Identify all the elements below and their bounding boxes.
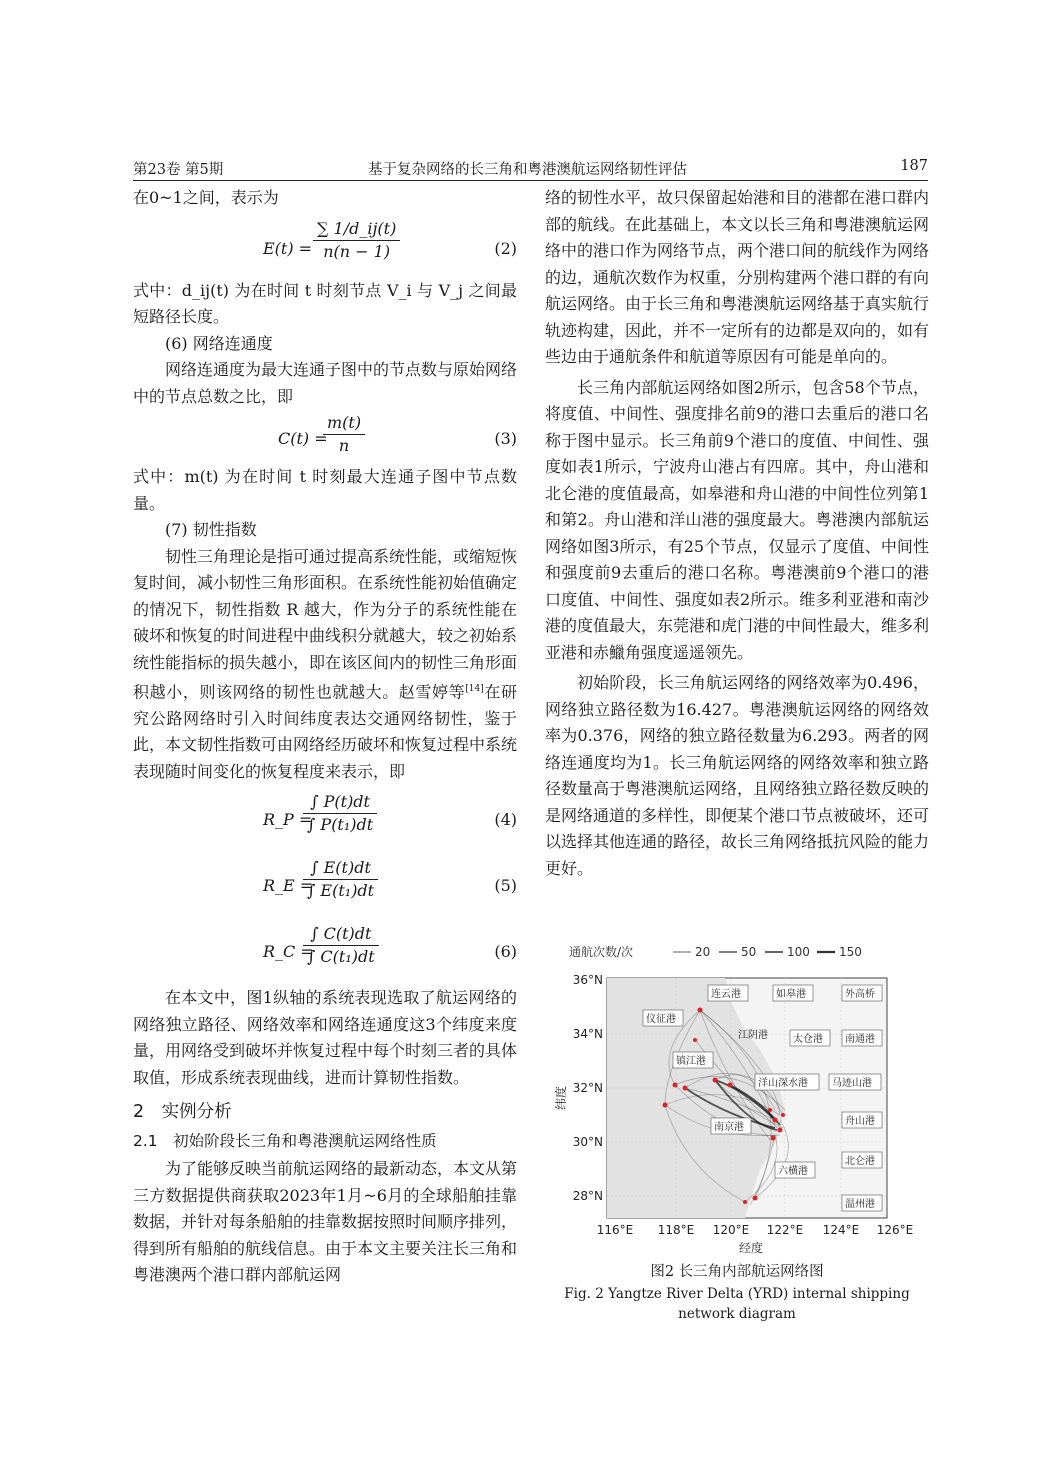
equation-6: R_C = $\frac{\int C(t)dt}{\text{∫ C(t₁)dt}}$ (6) — [263, 924, 517, 967]
paragraph: 韧性三角理论是指可通过提高系统性能，或缩短恢复时间，减小韧性三角形面积。在系统性能初始值确定的情况下，韧性指数 R 越大，作为分子的系统性能在破坏和恢复的时间进程中曲线积分就越大，较之初始系统性能指标的损失越小，即在该区间内的韧性三角形面积越小，则该网络的韧性也就越大。赵雪婷等[14]在研究公路网络时引入时间纬度表达交通网络韧性，鉴于此，本文韧性指数可由网络经历破坏和恢复过程中系统表现随时间变化的恢复程度来表示，即 — [133, 546, 518, 781]
network-map — [545, 940, 929, 1260]
paragraph: 在0~1之间，表示为 — [133, 188, 279, 207]
subsection-heading: 2.1 初始阶段长三角和粤港澳航运网络性质 — [133, 1131, 437, 1150]
x-tick: 120°E — [712, 1223, 750, 1237]
port-label: 马迹山港 — [832, 1078, 872, 1089]
figure-caption-cn: 图2 长三角内部航运网络图 — [650, 1264, 824, 1280]
port-label: 外高桥 — [845, 989, 875, 1000]
y-tick: 36°N — [572, 973, 603, 987]
x-tick: 126°E — [876, 1223, 914, 1237]
paragraph: 在本文中，图1纵轴的系统表现选取了航运网络的网络独立路径、网络效率和网络连通度这3个纬度来度量，用网络受到破坏并恢复过程中每个时刻三者的具体取值，形成系统表现曲线，进而计算韧性指数。 — [133, 988, 518, 1087]
subsection-title: (7) 韧性指数 — [165, 520, 257, 539]
port-label: 洋山深水港 — [758, 1078, 808, 1089]
figure-caption-en-line1: Fig. 2 Yangtze River Delta (YRD) internal shipping — [564, 1286, 910, 1302]
equation-3: C(t) = $\frac{m(t)}{n}$ (3) — [278, 413, 517, 455]
y-tick: 34°N — [572, 1027, 603, 1041]
y-tick: 28°N — [572, 1189, 603, 1203]
port-label: 六横港 — [778, 1166, 808, 1177]
paragraph: 式中：d_ij(t) 为在时间 t 时刻节点 V_i 与 V_j 之间最短路径长度。 — [133, 280, 517, 326]
y-tick-labels — [573, 973, 603, 1203]
legend — [673, 945, 862, 959]
paragraph: 式中：m(t) 为在时间 t 时刻最大连通子图中节点数量。 — [133, 467, 517, 513]
port-label: 如皋港 — [776, 989, 806, 1000]
y-tick: 30°N — [572, 1135, 603, 1149]
paragraph: 长三角内部航运网络如图2所示，包含58个节点，将度值、中间性、强度排名前9的港口去重后的港口名称于图中显示。长三角前9个港口的度值、中间性、强度如表1所示，宁波舟山港占有四席。其中，舟山港和北仑港的度值最高，如皋港和舟山港的中间性位列第1和第2。舟山港和洋山港的强度最大。粤港澳内部航运网络如图3所示，有25个节点，仅显示了度值、中间性和强度前9去重后的港口名称。粤港澳前9个港口的港口度值、中间性、强度如表2所示。维多利亚港和南沙港的度值最大，东莞港和虎门港的中间性最大，维多利亚港和赤鱲角强度遥遥领先。 — [545, 377, 930, 662]
running-header — [133, 158, 928, 181]
port-label: 仪征港 — [646, 1014, 676, 1025]
y-tick: 32°N — [572, 1081, 603, 1095]
paragraph: 络的韧性水平，故只保留起始港和目的港都在港口群内部的航线。在此基础上，本文以长三角和粤港澳航运网络中的港口作为网络节点，两个港口间的航线作为网络的边，通航次数作为权重，分别构建两个港口群的有向航运网络。由于长三角和粤港澳航运网络基于真实航行轨迹构建，因此，并不一定所有的边都是双向的，如有些边由于通航条件和航道等原因有可能是单向的。 — [545, 188, 930, 366]
x-tick-labels — [597, 1223, 914, 1237]
x-tick: 122°E — [766, 1223, 804, 1237]
paragraph: 初始阶段，长三角航运网络的网络效率为0.496，网络独立路径数为16.427。粤港澳航运网络的网络效率为0.376，网络的独立路径数量为6.293。两者的网络连通度均为1。长三角航运网络的网络效率和独立路径数量高于粤港澳航运网络，且网络独立路径数反映的是网络通道的多样性，即便某个港口节点被破坏，还可以选择其他连通的路径，故长三角网络抵抗风险的能力更好。 — [545, 673, 930, 878]
equation-4: R_P = $\frac{\int P(t)dt}{\text{∫ P(t₁)dt}}$ (4) — [263, 792, 517, 835]
paragraph: 为了能够反映当前航运网络的最新动态，本文从第三方数据提供商获取2023年1月~6月的全球船舶挂靠数据，并针对每条船舶的挂靠数据按照时间顺序排列，得到所有船舶的航线信息。由于本文主要关注长三角和粤港澳两个港口群内部航运网 — [133, 1159, 518, 1285]
port-label: 南京港 — [714, 1122, 744, 1133]
port-label: 北仑港 — [845, 1156, 875, 1167]
left-column — [133, 185, 517, 1289]
section-heading: 2 实例分析 — [133, 1102, 232, 1123]
paragraph: 网络连通度为最大连通子图中的节点数与原始网络中的节点总数之比，即 — [133, 360, 518, 406]
header-page-number: 187 — [900, 158, 928, 174]
figure-caption-en-line2: network diagram — [678, 1306, 796, 1322]
legend-title: 通航次数/次 — [569, 945, 634, 959]
subsection-title: (6) 网络连通度 — [165, 333, 273, 353]
port-label: 太仓港 — [793, 1034, 823, 1045]
legend-label: 150 — [839, 945, 862, 959]
x-axis-label: 经度 — [738, 1241, 764, 1255]
equation-5: R_E = $\frac{\int E(t)dt}{\text{∫ E(t₁)dt}}$ (5) — [263, 858, 517, 901]
x-tick: 124°E — [822, 1223, 860, 1237]
port-label: 温州港 — [845, 1199, 875, 1210]
equation-2: E(t) = $\frac{\sum 1/d\_ij(t)}{n(n - 1)}$ (2) — [263, 218, 517, 261]
header-title: 基于复杂网络的长三角和粤港澳航运网络韧性评估 — [368, 162, 687, 178]
figure-2 — [545, 940, 929, 1264]
port-label: 南通港 — [845, 1034, 875, 1045]
right-column — [545, 185, 929, 882]
port-label: 镇江港 — [676, 1056, 706, 1067]
legend-label: 20 — [695, 945, 711, 959]
legend-label: 50 — [741, 945, 757, 959]
port-label: 连云港 — [711, 989, 741, 1000]
header-volume: 第23卷 第5期 — [133, 162, 224, 178]
port-label: 江阴港 — [738, 1030, 768, 1041]
legend-label: 100 — [787, 945, 810, 959]
x-tick: 116°E — [596, 1223, 634, 1237]
port-label: 舟山港 — [845, 1116, 875, 1127]
y-axis-label: 纬度 — [554, 1085, 568, 1111]
x-tick: 118°E — [657, 1223, 695, 1237]
